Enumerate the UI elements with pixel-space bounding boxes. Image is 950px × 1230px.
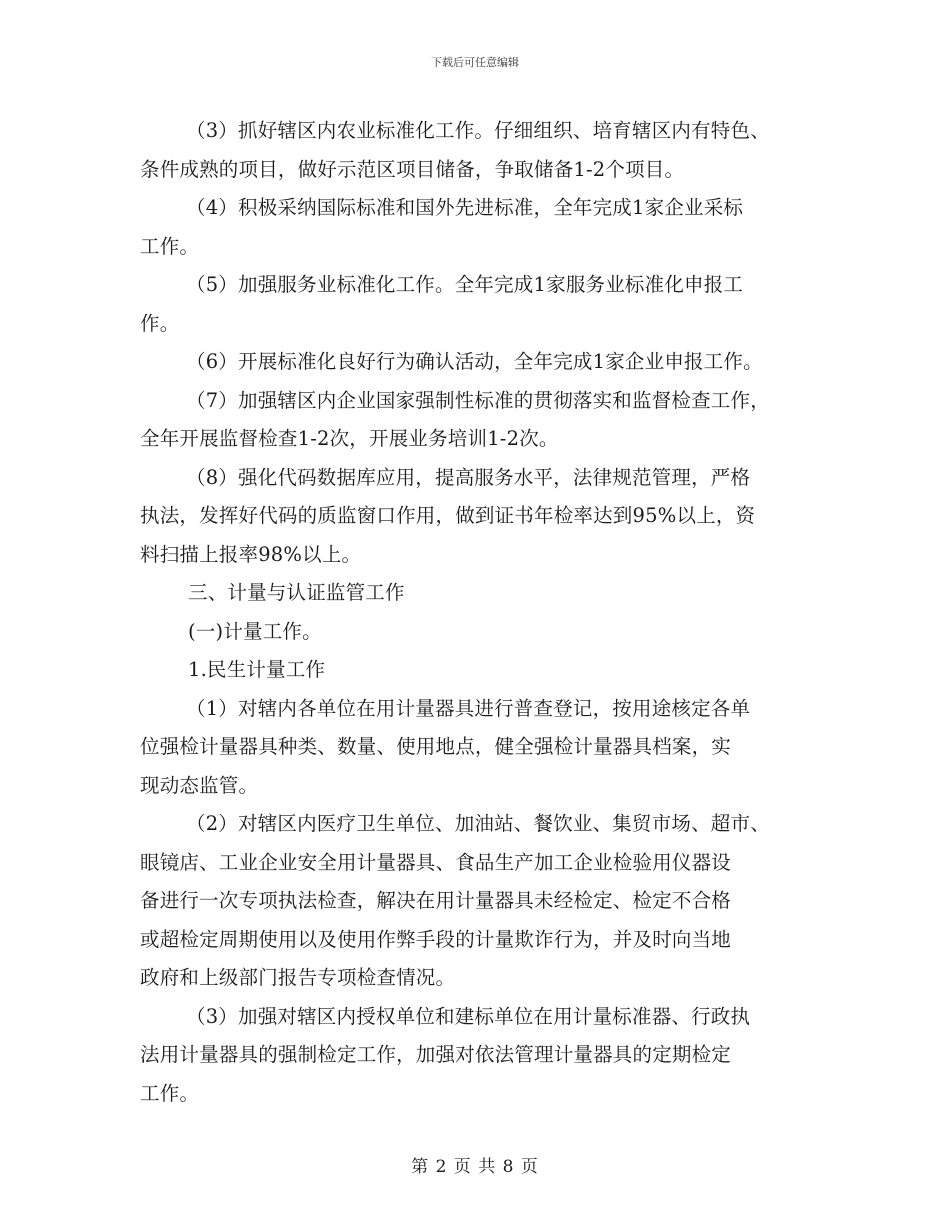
paragraph-line: （1）对辖内各单位在用计量器具进行普查登记，按用途核定各单 (186, 696, 751, 720)
document-body (140, 112, 820, 1113)
paragraph-line: 位强检计量器具种类、数量、使用地点，健全强检计量器具档案，实 (140, 735, 732, 758)
paragraph-line: 工作。 (140, 1081, 200, 1105)
paragraph-line: 执法，发挥好代码的质监窗口作用，做到证书年检率达到95%以上，资 (140, 504, 756, 527)
paragraph-line: （5）加强服务业标准化工作。全年完成1家服务业标准化申报工 (186, 273, 744, 296)
paragraph-line: （2）对辖区内医疗卫生单位、加油站、餐饮业、集贸市场、超市、 (186, 812, 770, 835)
paragraph-line: 工作。 (140, 234, 200, 258)
paragraph-line: 政府和上级部门报告专项检查情况。 (140, 966, 456, 989)
paragraph-line: （4）积极采纳国际标准和国外先进标准，全年完成1家企业采标 (186, 196, 744, 219)
paragraph-line: （8）强化代码数据库应用，提高服务水平，法律规范管理，严格 (186, 465, 751, 489)
paragraph-line: （3）加强对辖区内授权单位和建标单位在用计量标准器、行政执 (186, 1004, 751, 1028)
paragraph-line: 全年开展监督检查1-2次，开展业务培训1-2次。 (140, 427, 559, 450)
paragraph-line: （6）开展标准化良好行为确认活动，全年完成1家企业申报工作。 (186, 350, 763, 373)
section-heading: 三、计量与认证监管工作 (188, 581, 405, 604)
paragraph-line: 眼镜店、工业企业安全用计量器具、食品生产加工企业检验用仪器设 (140, 850, 732, 874)
paragraph-line: 或超检定周期使用以及使用作弊手段的计量欺诈行为，并及时向当地 (140, 927, 732, 951)
paragraph-line: （7）加强辖区内企业国家强制性标准的贯彻落实和监督检查工作， (186, 388, 770, 412)
subsection-heading: (一)计量工作。 (188, 619, 322, 643)
paragraph-line: 现动态监管。 (140, 773, 259, 797)
paragraph-line: 条件成熟的项目，做好示范区项目储备，争取储备1-2个项目。 (140, 157, 685, 181)
paragraph-line: 作。 (140, 311, 180, 335)
paragraph-line: 法用计量器具的强制检定工作，加强对依法管理计量器具的定期检定 (140, 1043, 732, 1066)
page-footer: 第 2 页 共 8 页 (411, 1157, 539, 1177)
item-heading: 1.民生计量工作 (188, 658, 326, 681)
paragraph-line: 备进行一次专项执法检查，解决在用计量器具未经检定、检定不合格 (140, 889, 732, 912)
paragraph-line: 料扫描上报率98%以上。 (140, 542, 362, 566)
page-header: 下载后可任意编辑 (431, 56, 519, 69)
paragraph-line: （3）抓好辖区内农业标准化工作。仔细组织、培育辖区内有特色、 (186, 119, 770, 142)
